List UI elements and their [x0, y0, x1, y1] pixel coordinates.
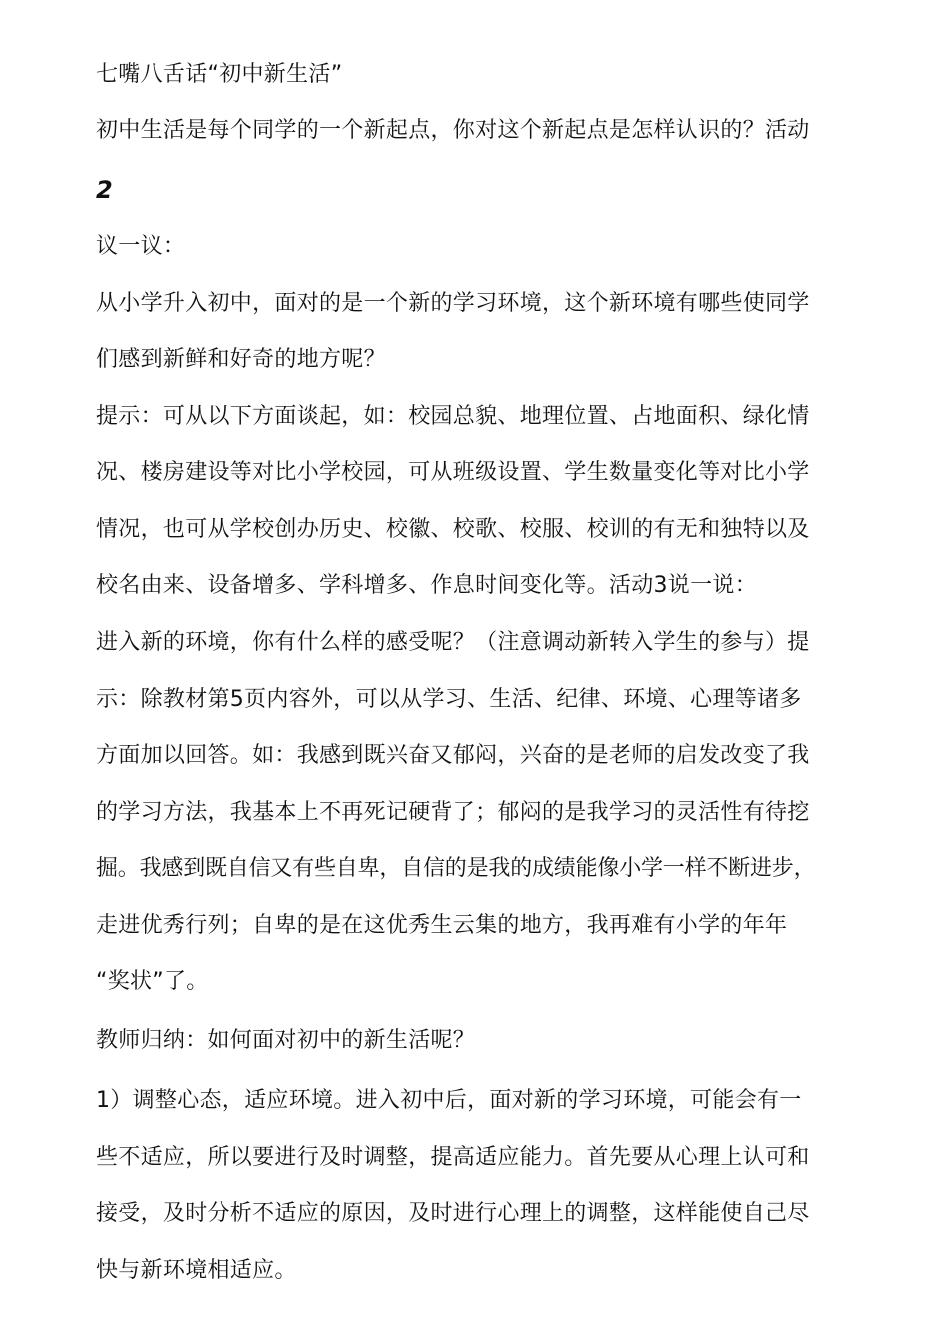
paragraph-line: 快与新环境相适应。: [96, 1258, 297, 1283]
paragraph-line: 况、楼房建设等对比小学校园，可从班级设置、学生数量变化等对比小学: [96, 460, 810, 485]
paragraph-line: 初中生活是每个同学的一个新起点，你对这个新起点是怎样认识的？活动: [96, 118, 810, 143]
paragraph-line: 方面加以回答。如：我感到既兴奋又郁闷，兴奋的是老师的启发改变了我: [96, 743, 810, 768]
section-heading: 议一议：: [96, 234, 186, 259]
paragraph-line: “奖状”了。: [96, 969, 209, 994]
paragraph-line: 示：除教材第5页内容外，可以从学习、生活、纪律、环境、心理等诸多: [96, 687, 802, 712]
activity-number: 2: [96, 176, 113, 204]
paragraph-line: 提示：可从以下方面谈起，如：校园总貌、地理位置、占地面积、绿化情: [96, 404, 810, 429]
paragraph-line: 们感到新鲜和好奇的地方呢？: [96, 347, 386, 372]
paragraph-line: 掘。我感到既自信又有些自卑，自信的是我的成绩能像小学一样不断进步，: [96, 856, 816, 881]
paragraph-line: 走进优秀行列；自卑的是在这优秀生云集的地方，我再难有小学的年年: [96, 913, 788, 938]
paragraph-line: 接受，及时分析不适应的原因，及时进行心理上的调整，这样能使自己尽: [96, 1201, 810, 1226]
paragraph-line: 1）调整心态，适应环境。进入初中后，面对新的学习环境，可能会有一: [96, 1088, 802, 1113]
document-title: 七嘴八舌话“初中新生活”: [96, 62, 343, 87]
paragraph-line: 的学习方法，我基本上不再死记硬背了；郁闷的是我学习的灵活性有待挖: [96, 800, 810, 825]
paragraph-line: 从小学升入初中，面对的是一个新的学习环境，这个新环境有哪些使同学: [96, 291, 810, 316]
paragraph-line: 进入新的环境，你有什么样的感受呢？（注意调动新转入学生的参与）提: [96, 630, 810, 655]
paragraph-line: 情况，也可从学校创办历史、校徽、校歌、校服、校训的有无和独特以及: [96, 517, 810, 542]
paragraph-line: 些不适应，所以要进行及时调整，提高适应能力。首先要从心理上认可和: [96, 1145, 810, 1170]
paragraph-line: 校名由来、设备增多、学科增多、作息时间变化等。活动3说一说：: [96, 573, 757, 598]
section-heading: 教师归纳：如何面对初中的新生活呢？: [96, 1028, 476, 1053]
